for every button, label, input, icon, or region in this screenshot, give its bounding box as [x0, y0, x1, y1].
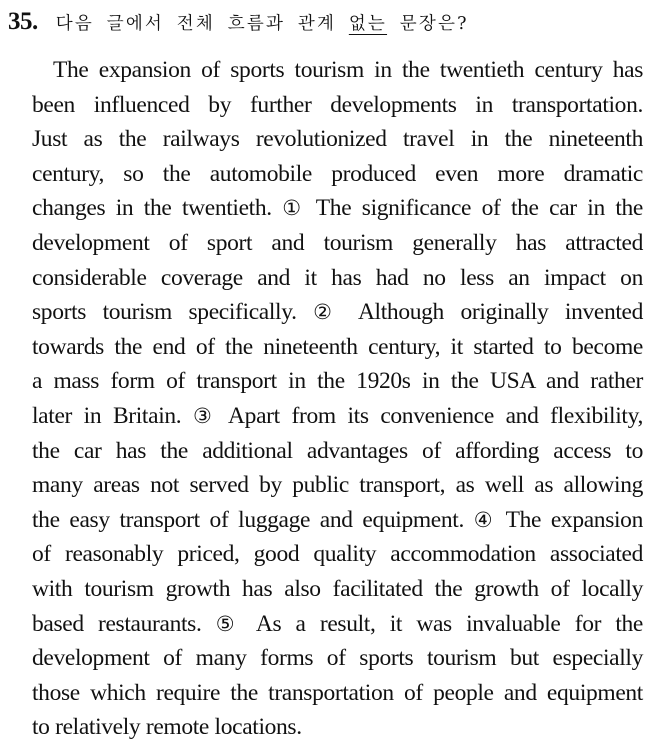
choice-marker-icon: ⑤	[215, 611, 243, 636]
passage	[32, 53, 643, 745]
passage-line: considerable coverage and it has had no less an impact on	[32, 264, 643, 291]
passage-line-choice-4: the easy transport of luggage and equipment. ④ The expansion	[32, 506, 643, 533]
passage-line: Just as the railways revolutionized travel in the nineteenth	[32, 126, 643, 153]
passage-line: many areas not served by public transport, as well as allowing	[32, 472, 643, 499]
question-header	[8, 4, 469, 40]
passage-line: those which require the transportation of people and equipment	[32, 679, 643, 706]
choice-marker-icon: ④	[473, 507, 497, 532]
prompt-text-after: 문장은?	[387, 13, 469, 34]
passage-line-choice-3: later in Britain. ③ Apart from its convenience and flexibility,	[32, 402, 643, 429]
passage-line: towards the end of the nineteenth century, it started to become	[32, 333, 643, 360]
passage-line: a mass form of transport in the 1920s in the USA and rather	[32, 368, 643, 395]
prompt-underlined-word: 없는	[348, 13, 388, 34]
passage-line: been influenced by further developments in transportation.	[32, 91, 643, 118]
passage-line: with tourism growth has also facilitated the growth of locally	[32, 575, 643, 602]
question-prompt	[56, 10, 469, 35]
passage-line-choice-1: changes in the twentieth. ① The significance of the car in the	[32, 195, 643, 222]
question-number: 35.	[8, 8, 38, 35]
passage-line: the car has the additional advantages of affording access to	[32, 437, 643, 464]
choice-marker-icon: ②	[313, 300, 343, 325]
passage-line-choice-2: sports tourism specifically. ② Although originally invented	[32, 299, 644, 326]
passage-line: century, so the automobile produced even more dramatic	[32, 160, 643, 187]
passage-line: of reasonably priced, good quality accommodation associated	[32, 541, 643, 568]
passage-line-choice-5: based restaurants. ⑤ As a result, it was invaluable for the	[32, 610, 643, 637]
prompt-text-before: 다음 글에서 전체 흐름과 관계	[55, 13, 349, 34]
choice-marker-icon: ①	[282, 196, 306, 221]
passage-line: to relatively remote locations.	[32, 714, 302, 741]
passage-line: development of many forms of sports tourism but especially	[32, 645, 643, 672]
passage-line: development of sport and tourism generally has attracted	[32, 229, 643, 256]
choice-marker-icon: ③	[193, 403, 218, 428]
passage-line: The expansion of sports tourism in the twentieth century has	[53, 57, 643, 83]
